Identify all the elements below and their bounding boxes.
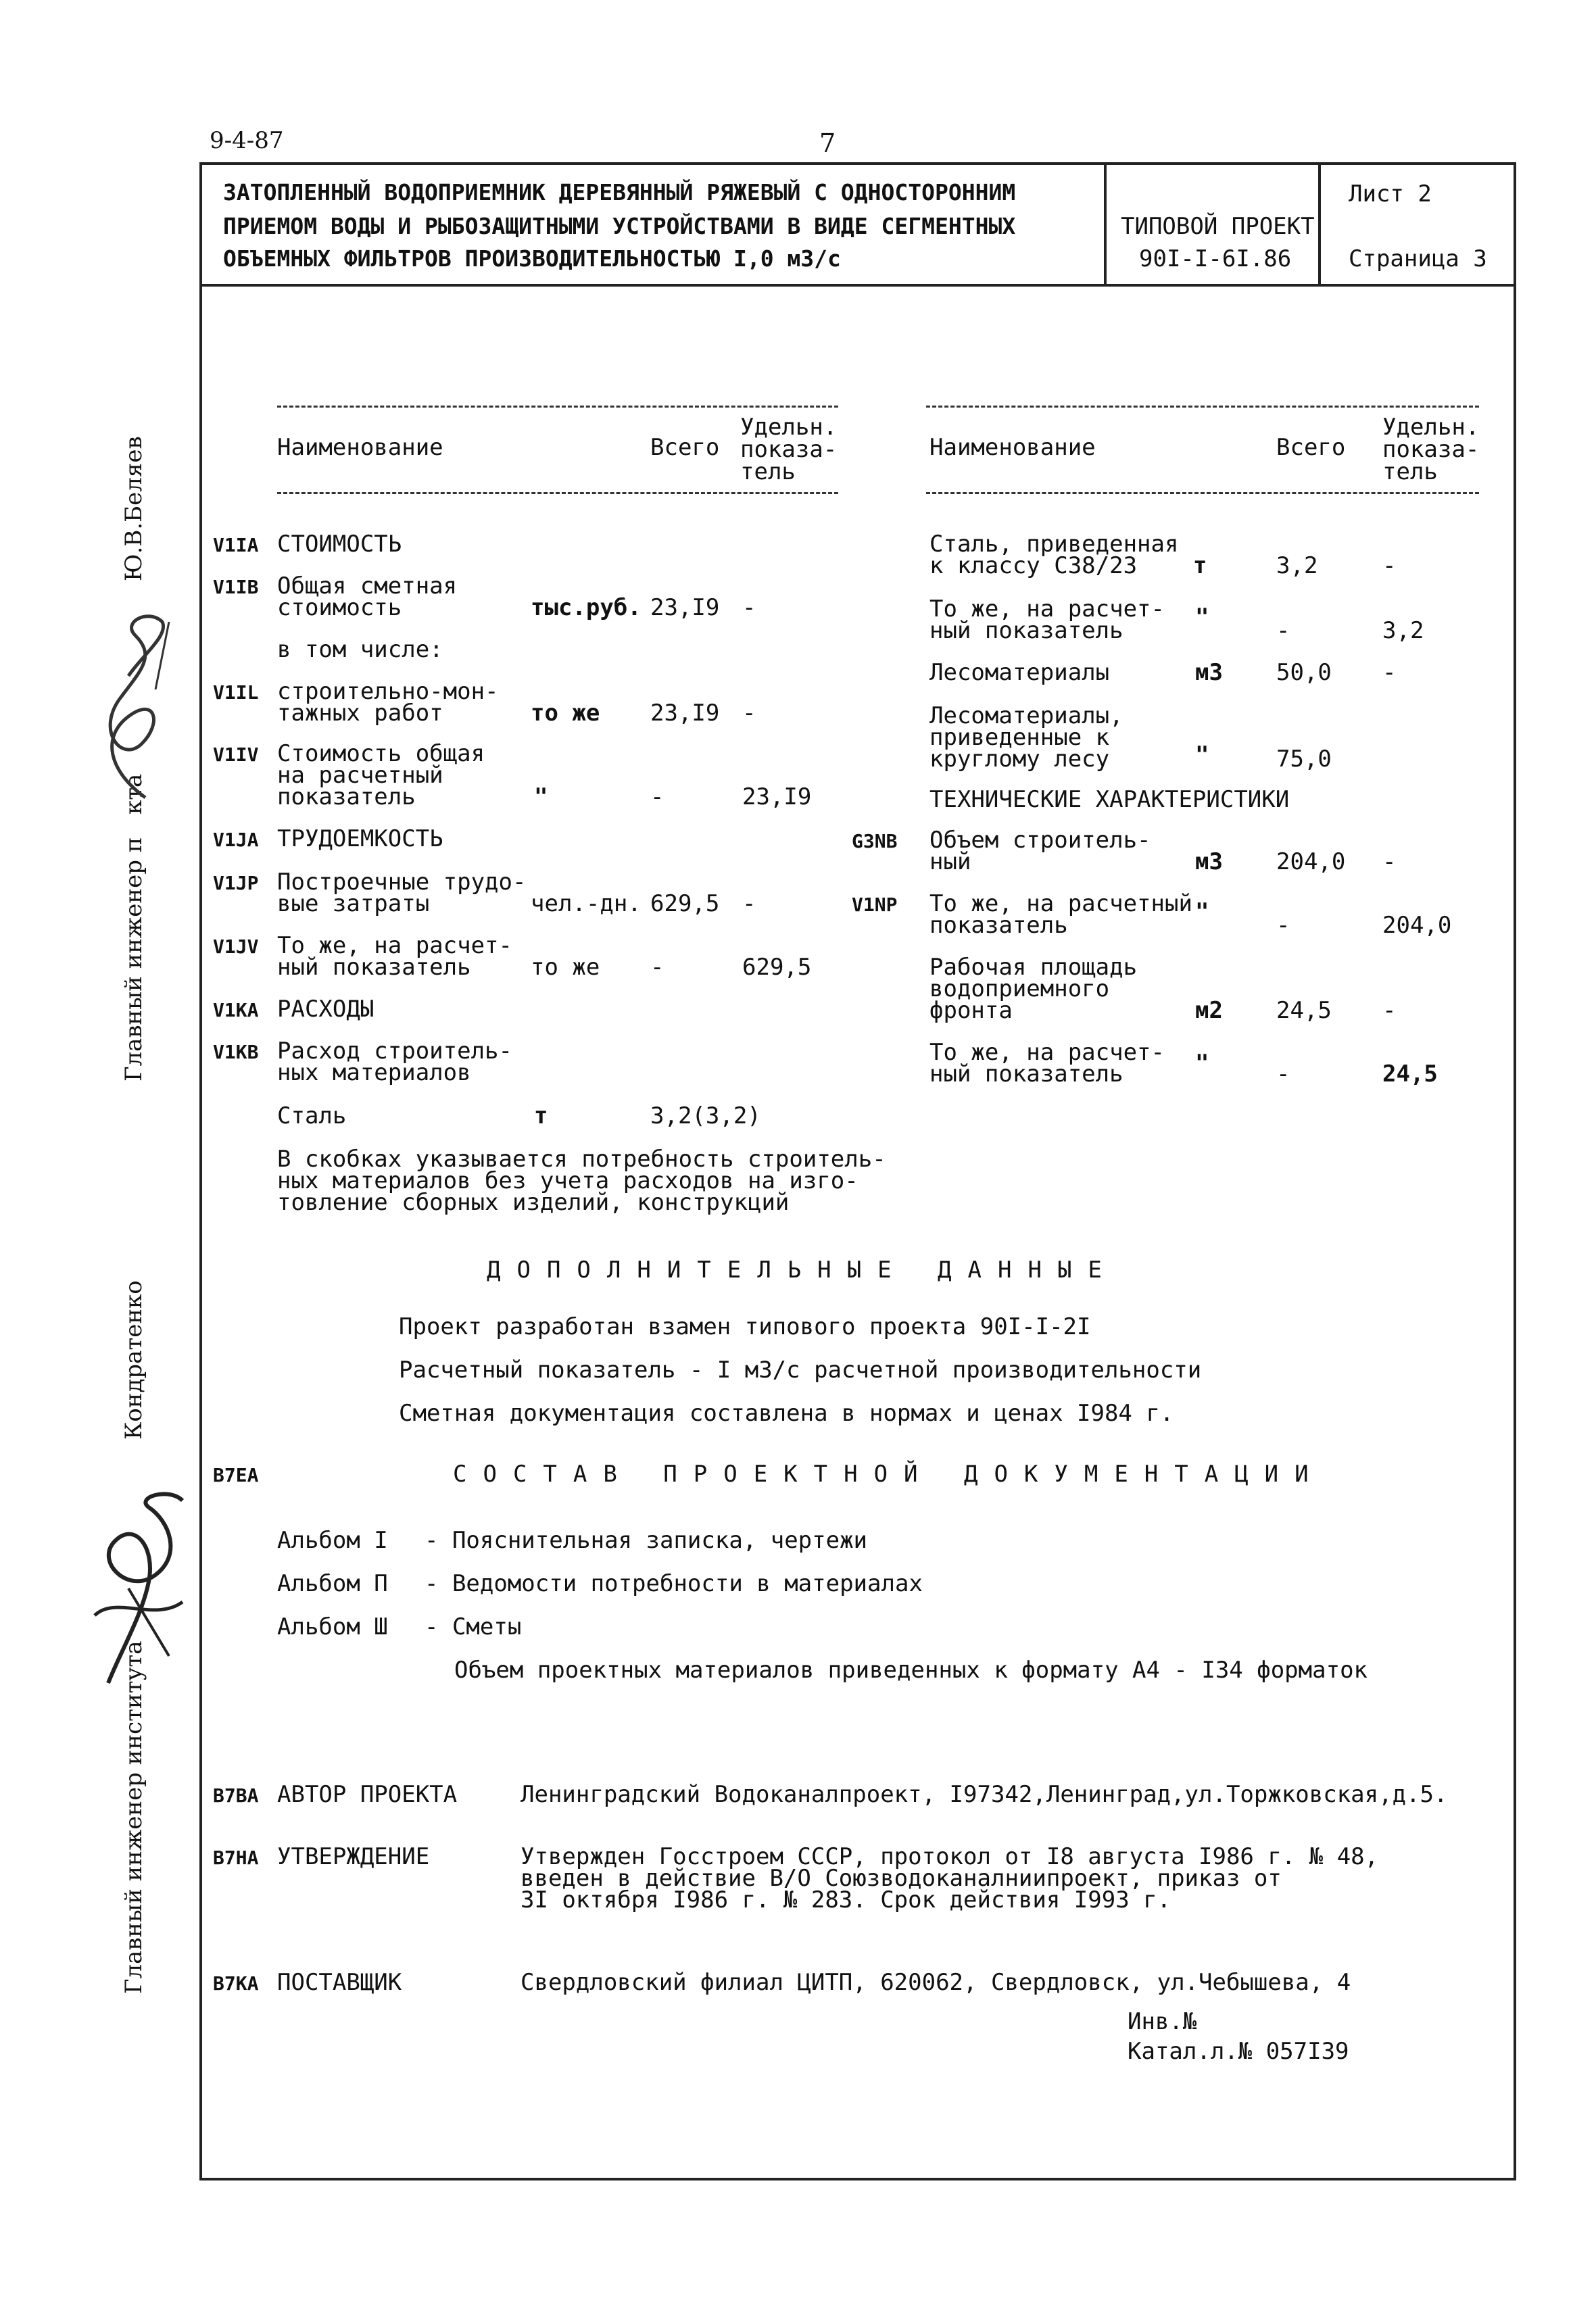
right-row-unit: " [1195, 898, 1209, 925]
left-row-specific: 629,5 [742, 954, 812, 981]
author-code: B7BA [213, 1784, 259, 1807]
right-row-total: - [1276, 617, 1290, 644]
left-row-total: 23,I9 [650, 594, 720, 621]
left-row-name: тажных работ [277, 700, 443, 727]
left-row-total: - [650, 954, 664, 981]
right-row-name: То же, на расчетный [929, 890, 1192, 917]
right-row-specific: 204,0 [1382, 912, 1452, 939]
left-header-name: Наименование [277, 434, 443, 461]
left-row-specific: - [742, 890, 756, 917]
right-row-specific: 24,5 [1382, 1061, 1438, 1088]
right-row-unit: " [1195, 604, 1209, 631]
left-row-name: вые затраты [277, 890, 430, 917]
right-row-name: ТЕХНИЧЕСКИЕ ХАРАКТЕРИСТИКИ [929, 786, 1290, 813]
left-row-code: V1JA [213, 829, 259, 851]
title-line-2: ПРИЕМОМ ВОДЫ И РЫБОЗАЩИТНЫМИ УСТРОЙСТВАМИ В ВИДЕ СЕГМЕНТНЫХ [223, 213, 1016, 239]
title-block-bottom-line [199, 284, 1514, 287]
margin-chief-engineer-bottom: Главный инженер института [120, 1640, 147, 1994]
album-label: Альбом П [277, 1570, 388, 1597]
right-row-name: ный показатель [929, 1061, 1123, 1088]
page-number: 7 [819, 128, 836, 158]
left-row-total: 23,I9 [650, 700, 720, 727]
right-row-specific: 3,2 [1382, 617, 1424, 644]
title-block-divider-2 [1318, 162, 1321, 285]
left-header-specific-3: тель [740, 458, 796, 485]
additional-line: Проект разработан взамен типового проекта 90I-I-2I [399, 1313, 1091, 1340]
right-row-unit: м2 [1195, 997, 1223, 1024]
left-row-specific: 23,I9 [742, 783, 812, 810]
right-row-total: 3,2 [1276, 552, 1318, 579]
left-row-name: То же, на расчет- [277, 932, 512, 959]
left-row-code: V1IV [213, 744, 259, 766]
left-note-line: товление сборных изделий, конструкций [277, 1189, 790, 1216]
album-label: Альбом Ш [277, 1613, 388, 1640]
right-row-name: ный показатель [929, 617, 1123, 644]
approval-line: 3I октября I986 г. № 283. Срок действия I993 г. [521, 1886, 1171, 1914]
right-row-unit: " [1195, 741, 1209, 769]
right-row-name: То же, на расчет- [929, 1039, 1165, 1066]
left-row-code: V1KB [213, 1041, 259, 1063]
left-row-name: Стоимость общая [277, 740, 485, 767]
left-header-total: Всего [650, 434, 720, 461]
left-row-name: Построечные трудо- [277, 869, 527, 896]
left-row-name: Общая сметная [277, 572, 458, 600]
left-row-total: - [650, 783, 664, 810]
inventory-number: Инв.№ [1128, 2008, 1197, 2035]
left-row-name: ных материалов [277, 1059, 471, 1086]
right-row-total: 75,0 [1276, 746, 1332, 773]
left-table-header-line [277, 492, 838, 494]
left-row-name: ТРУДОЕМКОСТЬ [277, 825, 443, 852]
left-row-unit: " [534, 783, 548, 810]
right-row-name: приведенные к [929, 724, 1110, 751]
sheet-number: Лист 2 [1349, 180, 1432, 208]
right-row-total: 50,0 [1276, 659, 1332, 686]
left-row-unit: чел.-дн. [531, 890, 642, 917]
left-row-code: V1IL [213, 681, 259, 704]
volume-note: Объем проектных материалов приведенных к формату А4 - I34 форматок [454, 1657, 1368, 1684]
album-description: - Ведомости потребности в материалах [425, 1570, 923, 1597]
left-row-name: Расход строитель- [277, 1038, 512, 1065]
left-row-name: в том числе: [277, 636, 443, 663]
right-row-specific: - [1382, 997, 1397, 1024]
right-row-name: ный [929, 848, 971, 875]
supplier-label: ПОСТАВЩИК [277, 1969, 402, 1996]
left-row-name: СТОИМОСТЬ [277, 531, 402, 558]
left-row-code: V1IA [213, 534, 259, 556]
right-row-name: показатель [929, 912, 1068, 939]
left-row-code: V1JV [213, 935, 259, 958]
composition-heading: СОСТАВ ПРОЕКТНОЙ ДОКУМЕНТАЦИИ [453, 1461, 1325, 1488]
right-row-total: - [1276, 1061, 1290, 1088]
album-description: - Сметы [425, 1613, 522, 1640]
margin-chief-engineer-top: Главный инженер п [120, 837, 147, 1081]
right-row-name: круглому лесу [929, 746, 1110, 773]
author-label: АВТОР ПРОЕКТА [277, 1781, 458, 1808]
right-table-header-line [926, 492, 1479, 494]
margin-name-top: Ю.В.Беляев [120, 436, 147, 581]
left-note-line: ных материалов без учета расходов на изго- [277, 1167, 859, 1194]
right-row-name: водоприемного [929, 975, 1110, 1002]
right-row-unit: м3 [1195, 848, 1223, 875]
right-row-specific: - [1382, 552, 1397, 579]
left-row-specific: - [742, 700, 756, 727]
left-row-specific: - [742, 594, 756, 621]
catalog-number: Катал.л.№ 057I39 [1128, 2038, 1349, 2065]
right-row-specific: - [1382, 848, 1397, 875]
right-row-unit: м3 [1195, 659, 1223, 686]
right-row-total: - [1276, 912, 1290, 939]
right-row-name: Лесоматериалы, [929, 702, 1123, 729]
right-header-specific-2: показа- [1382, 436, 1480, 463]
right-header-specific-3: тель [1382, 458, 1438, 485]
left-row-total: 3,2(3,2) [650, 1102, 761, 1129]
left-table-top-line [277, 406, 838, 408]
left-row-unit: т [534, 1102, 548, 1129]
page-reference: Страница 3 [1349, 245, 1487, 272]
left-row-name: РАСХОДЫ [277, 996, 374, 1023]
margin-name-bottom: Кондратенко [120, 1280, 147, 1440]
supplier-text: Свердловский филиал ЦИТП, 620062, Свердловск, ул.Чебышева, 4 [521, 1969, 1351, 1996]
approval-code: B7HA [213, 1847, 259, 1869]
composition-code: B7EA [213, 1464, 259, 1486]
margin-kta: кта [120, 773, 147, 814]
left-row-code: V1JP [213, 872, 259, 894]
approval-label: УТВЕРЖДЕНИЕ [277, 1843, 430, 1870]
title-line-1: ЗАТОПЛЕННЫЙ ВОДОПРИЕМНИК ДЕРЕВЯННЫЙ РЯЖЕВЫЙ С ОДНОСТОРОННИМ [223, 179, 1016, 205]
approval-line: Утвержден Госстроем СССР, протокол от I8 августа I986 г. № 48, [521, 1843, 1379, 1870]
left-header-specific-2: показа- [740, 436, 838, 463]
right-row-total: 204,0 [1276, 848, 1346, 875]
approval-line: введен в действие В/О Союзводоканалниипроект, приказ от [521, 1865, 1282, 1892]
right-row-name: То же, на расчет- [929, 595, 1165, 623]
signature-top [81, 595, 183, 804]
project-label: ТИПОВОЙ ПРОЕКТ [1121, 213, 1315, 240]
left-row-unit: то же [531, 700, 600, 727]
right-row-name: Рабочая площадь [929, 954, 1138, 981]
left-header-specific-1: Удельн. [740, 414, 838, 441]
left-row-unit: то же [531, 954, 600, 981]
right-header-total: Всего [1276, 434, 1346, 461]
right-row-name: Лесоматериалы [929, 659, 1110, 686]
left-row-name: Сталь [277, 1102, 347, 1129]
left-row-name: ный показатель [277, 954, 471, 981]
title-line-3: ОБЪЕМНЫХ ФИЛЬТРОВ ПРОИЗВОДИТЕЛЬНОСТЬЮ I,0 м3/с [223, 245, 841, 272]
right-row-code: V1NP [852, 894, 898, 916]
author-text: Ленинградский Водоканалпроект, I97342,Ленинград,ул.Торжковская,д.5. [521, 1781, 1448, 1808]
supplier-code: B7KA [213, 1972, 259, 1995]
left-row-name: показатель [277, 783, 416, 810]
left-row-total: 629,5 [650, 890, 720, 917]
right-row-code: G3NB [852, 830, 898, 852]
left-note-line: В скобках указывается потребность строитель- [277, 1146, 886, 1173]
doc-number: 9-4-87 [210, 127, 284, 154]
left-row-name: стоимость [277, 594, 402, 621]
right-row-total: 24,5 [1276, 997, 1332, 1024]
right-row-unit: т [1193, 552, 1207, 579]
album-description: - Пояснительная записка, чертежи [425, 1527, 868, 1554]
right-table-top-line [926, 406, 1479, 408]
right-row-unit: " [1195, 1050, 1209, 1077]
project-number: 90I-I-6I.86 [1139, 245, 1292, 272]
left-row-name: на расчетный [277, 762, 443, 789]
right-header-name: Наименование [929, 434, 1096, 461]
left-row-code: V1KA [213, 999, 259, 1021]
right-row-name: Сталь, приведенная [929, 531, 1179, 558]
right-row-name: к классу С38/23 [929, 552, 1138, 579]
left-row-unit: тыс.руб. [531, 594, 642, 621]
left-row-name: строительно-мон- [277, 678, 499, 705]
album-label: Альбом I [277, 1527, 388, 1554]
title-block-divider-1 [1104, 162, 1107, 285]
right-row-name: Объем строитель- [929, 827, 1151, 854]
additional-line: Расчетный показатель - I м3/с расчетной производительности [399, 1357, 1202, 1384]
signature-bottom [68, 1480, 203, 1697]
left-row-code: V1IB [213, 576, 259, 598]
right-header-specific-1: Удельн. [1382, 414, 1480, 441]
additional-line: Сметная документация составлена в нормах и ценах I984 г. [399, 1400, 1174, 1427]
additional-data-heading: ДОПОЛНИТЕЛЬНЫЕ ДАННЫЕ [487, 1257, 1118, 1284]
right-row-name: фронта [929, 997, 1013, 1024]
right-row-specific: - [1382, 659, 1397, 686]
